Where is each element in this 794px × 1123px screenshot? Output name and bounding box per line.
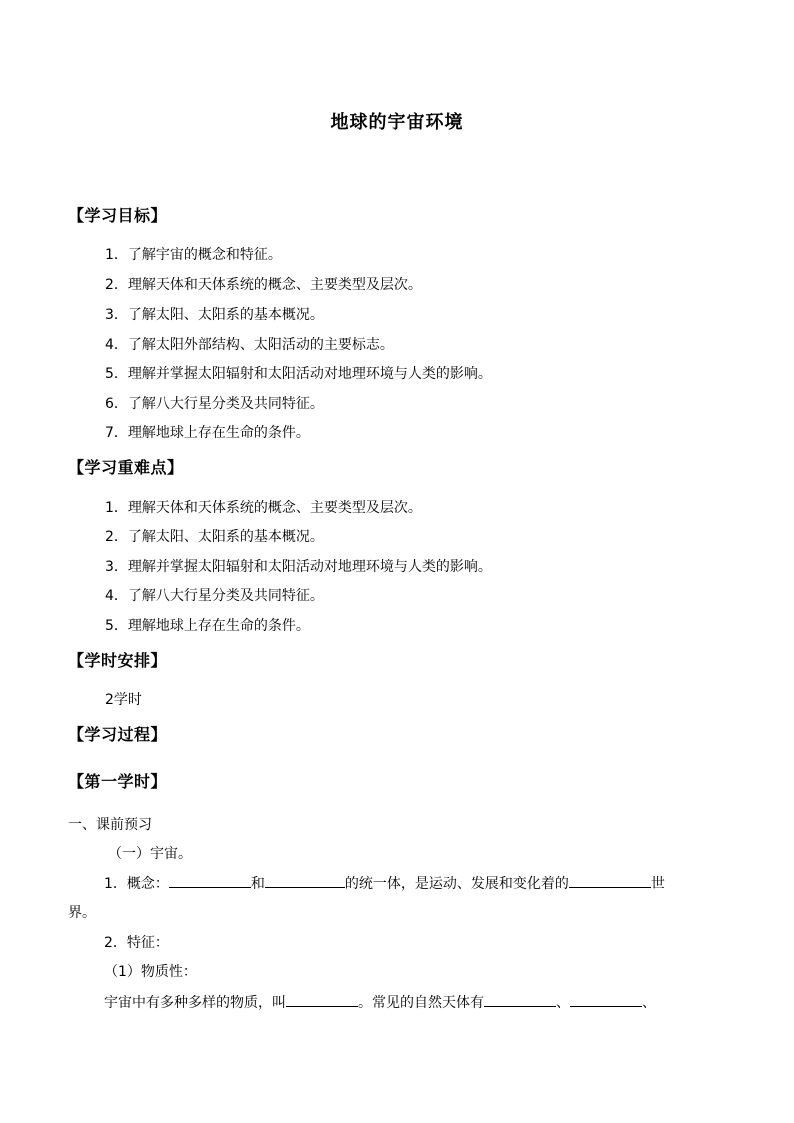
concept-and: 和 [250, 876, 265, 892]
objective-item: 3．了解太阳、太阳系的基本概况。 [105, 307, 324, 323]
fill-blank[interactable] [265, 873, 345, 888]
key-point-item: 5．理解地球上存在生命的条件。 [105, 618, 310, 634]
schedule-heading: 【学时安排】 [68, 651, 168, 670]
part-title: 一、课前预习 [68, 817, 152, 833]
key-point-item: 1．理解天体和天体系统的概念、主要类型及层次。 [105, 500, 422, 516]
sub-title: （一）宇宙。 [108, 846, 192, 862]
objective-item: 2．理解天体和天体系统的概念、主要类型及层次。 [105, 277, 422, 293]
objective-item: 5．理解并掌握太阳辐射和太阳活动对地理环境与人类的影响。 [105, 366, 492, 382]
material-prefix: 宇宙中有多种多样的物质，叫 [104, 995, 286, 1011]
schedule-text: 2学时 [105, 692, 142, 708]
concept-prefix: 1．概念： [104, 876, 169, 892]
concept-wrap: 界。 [68, 905, 96, 921]
process-heading: 【学习过程】 [68, 725, 168, 744]
objective-item: 7．理解地球上存在生命的条件。 [105, 425, 310, 441]
material-mid: 。常见的自然天体有 [358, 995, 484, 1011]
material-line [104, 992, 656, 1012]
first-period-heading: 【第一学时】 [68, 772, 168, 791]
objectives-heading: 【学习目标】 [68, 206, 168, 225]
key-point-item: 3．理解并掌握太阳辐射和太阳活动对地理环境与人类的影响。 [105, 559, 492, 575]
concept-line [104, 873, 665, 893]
fill-blank[interactable] [484, 992, 556, 1007]
separator: 、 [556, 995, 570, 1011]
fill-blank[interactable] [569, 873, 651, 888]
objective-item: 4．了解太阳外部结构、太阳活动的主要标志。 [105, 337, 394, 353]
materiality-label: （1）物质性： [104, 964, 197, 980]
fill-blank[interactable] [570, 992, 642, 1007]
fill-blank[interactable] [286, 992, 358, 1007]
key-points-heading: 【学习重难点】 [68, 458, 184, 477]
key-point-item: 2．了解太阳、太阳系的基本概况。 [105, 529, 324, 545]
document-title: 地球的宇宙环境 [330, 112, 464, 133]
concept-suffix: 世 [650, 876, 665, 892]
features-label: 2．特征： [104, 935, 169, 951]
concept-mid: 的统一体，是运动、发展和变化着的 [344, 876, 569, 892]
objective-item: 6．了解八大行星分类及共同特征。 [105, 396, 324, 412]
objective-item: 1．了解宇宙的概念和特征。 [105, 247, 282, 263]
separator: 、 [642, 995, 656, 1011]
fill-blank[interactable] [169, 873, 251, 888]
key-point-item: 4．了解八大行星分类及共同特征。 [105, 588, 324, 604]
